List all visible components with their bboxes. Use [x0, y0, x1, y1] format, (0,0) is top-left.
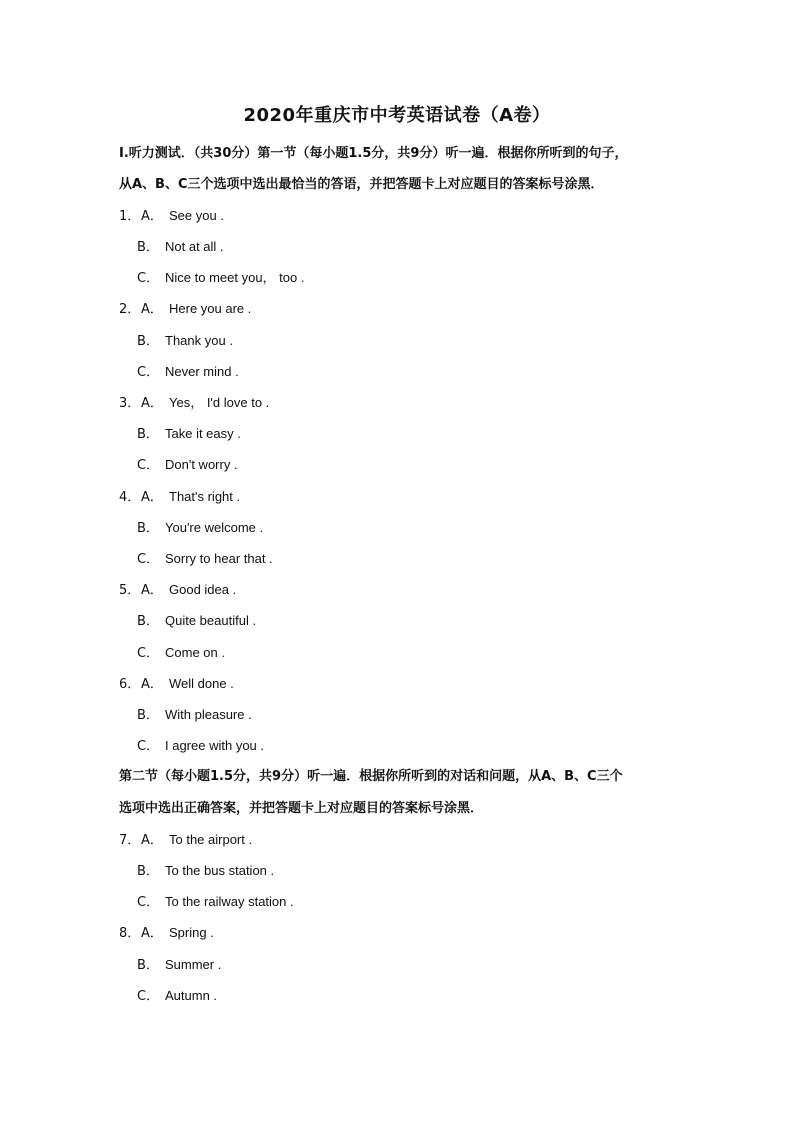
question-2-option-a [119, 299, 251, 320]
option-text: Thank you . [165, 333, 233, 348]
question-number: 1． [119, 209, 141, 224]
option-text: Summer . [165, 957, 222, 972]
question-4-option-a [119, 487, 240, 508]
question-8-option-a [119, 923, 214, 944]
option-label: B． [137, 521, 159, 536]
option-label: A． [141, 677, 163, 692]
question-6-option-c [137, 736, 264, 757]
option-text: Quite beautiful . [165, 613, 257, 628]
option-label: C． [137, 271, 160, 286]
option-text: Here you are . [169, 301, 252, 316]
option-text: To the railway station . [165, 894, 294, 909]
option-label: B． [137, 427, 159, 442]
question-8-option-c [137, 986, 217, 1007]
option-label: C． [137, 739, 160, 754]
option-text: Nice to meet you， too . [165, 270, 305, 285]
option-text: Never mind . [165, 364, 239, 379]
option-label: A． [141, 583, 163, 598]
option-label: B． [137, 708, 159, 723]
question-number: 6． [119, 677, 141, 692]
option-text: You're welcome . [165, 520, 264, 535]
option-label: A． [141, 396, 163, 411]
question-1-option-b [137, 237, 224, 258]
question-2-option-b [137, 331, 233, 352]
question-number: 4． [119, 490, 141, 505]
option-label: C． [137, 552, 160, 567]
question-5-option-c [137, 643, 225, 664]
option-text: Spring . [169, 925, 214, 940]
option-text: That's right . [169, 489, 241, 504]
option-text: Don't worry . [165, 457, 238, 472]
question-number: 3． [119, 396, 141, 411]
option-label: A． [141, 209, 163, 224]
option-label: B． [137, 614, 159, 629]
question-4-option-c [137, 549, 273, 570]
option-text: Yes， I'd love to . [169, 395, 270, 410]
question-7-option-a [119, 830, 252, 851]
option-label: A． [141, 833, 163, 848]
question-number: 8． [119, 926, 141, 941]
option-text: Well done . [169, 676, 234, 691]
option-label: C． [137, 895, 160, 910]
option-text: See you . [169, 208, 224, 223]
section-2-line-2: 选项中选出正确答案，并把答题卡上对应题目的答案标号涂黑． [119, 801, 484, 816]
option-label: A． [141, 302, 163, 317]
option-text: Good idea . [169, 582, 237, 597]
question-3-option-a [119, 393, 269, 414]
option-text: To the airport . [169, 832, 253, 847]
question-7-option-b [137, 861, 274, 882]
section-1-line-1: I.听力测试．（共30分）第一节（每小题1.5分，共9分）听一遍．根据你所听到的句子， [119, 146, 628, 161]
question-number: 7． [119, 833, 141, 848]
question-number: 2． [119, 302, 141, 317]
option-label: B． [137, 958, 159, 973]
question-3-option-c [137, 455, 238, 476]
option-text: To the bus station . [165, 863, 275, 878]
option-text: With pleasure . [165, 707, 252, 722]
option-text: Not at all . [165, 239, 224, 254]
question-5-option-b [137, 611, 256, 632]
option-label: A． [141, 926, 163, 941]
option-label: A． [141, 490, 163, 505]
option-text: Autumn . [165, 988, 218, 1003]
section-2-line-1: 第二节（每小题1.5分，共9分）听一遍．根据你所听到的对话和问题，从A、B、C三个 [119, 769, 623, 784]
question-number: 5． [119, 583, 141, 598]
question-2-option-c [137, 362, 239, 383]
option-label: B． [137, 240, 159, 255]
page-title: 2020年重庆市中考英语试卷（A卷） [243, 105, 551, 126]
section-1-line-2: 从A、B、C三个选项中选出最恰当的答语，并把答题卡上对应题目的答案标号涂黑． [119, 177, 604, 192]
option-text: Come on . [165, 645, 225, 660]
question-7-option-c [137, 892, 294, 913]
option-label: C． [137, 365, 160, 380]
option-label: C． [137, 989, 160, 1004]
question-1-option-a [119, 206, 224, 227]
question-8-option-b [137, 955, 221, 976]
question-1-option-c [137, 268, 304, 289]
option-text: Take it easy . [165, 426, 241, 441]
option-label: B． [137, 334, 159, 349]
question-5-option-a [119, 580, 236, 601]
question-3-option-b [137, 424, 241, 445]
question-6-option-a [119, 674, 234, 695]
option-label: C． [137, 646, 160, 661]
option-label: B． [137, 864, 159, 879]
question-6-option-b [137, 705, 252, 726]
question-4-option-b [137, 518, 263, 539]
option-text: Sorry to hear that . [165, 551, 273, 566]
option-label: C． [137, 458, 160, 473]
option-text: I agree with you . [165, 738, 264, 753]
